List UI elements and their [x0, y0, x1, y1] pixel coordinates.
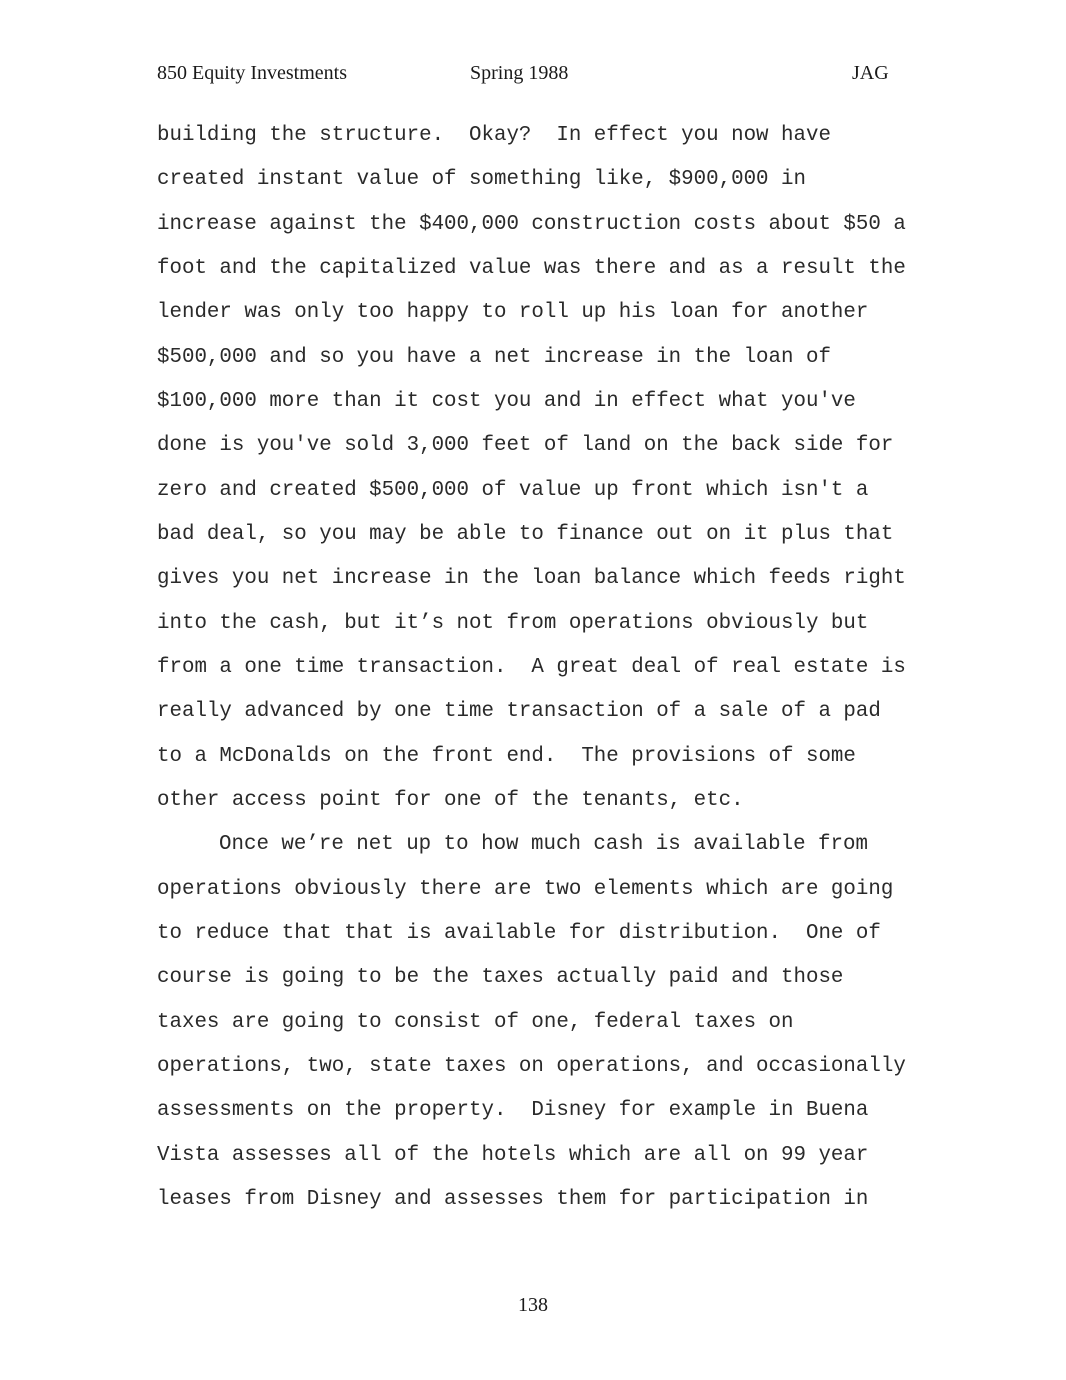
text-line: taxes are going to consist of one, federal taxes on [157, 1011, 794, 1034]
text-line: to reduce that that is available for distribution. One of [157, 922, 881, 945]
text-line: assessments on the property. Disney for example in Buena [157, 1099, 869, 1122]
page-number: 138 [518, 1294, 548, 1316]
text-line: $500,000 and so you have a net increase in the loan of [157, 346, 831, 369]
text-line: gives you net increase in the loan balance which feeds right [157, 567, 906, 590]
text-line: lender was only too happy to roll up his loan for another [157, 301, 869, 324]
text-line: $100,000 more than it cost you and in effect what you've [157, 390, 856, 413]
course-title: 850 Equity Investments [157, 62, 347, 84]
text-line: course is going to be the taxes actually paid and those [157, 966, 844, 989]
text-line: building the structure. Okay? In effect you now have [157, 124, 831, 147]
term-label: Spring 1988 [470, 62, 569, 84]
text-line: created instant value of something like, $900,000 in [157, 168, 806, 191]
text-line: zero and created $500,000 of value up front which isn't a [157, 479, 869, 502]
author-initials: JAG [852, 62, 889, 84]
text-line: to a McDonalds on the front end. The provisions of some [157, 745, 856, 768]
text-line: Vista assesses all of the hotels which are all on 99 year [157, 1144, 869, 1167]
paragraph-first-line: Once we’re net up to how much cash is available from [219, 833, 868, 856]
text-line: from a one time transaction. A great deal of real estate is [157, 656, 906, 679]
text-line: leases from Disney and assesses them for participation in [157, 1188, 869, 1211]
text-line: really advanced by one time transaction of a sale of a pad [157, 700, 881, 723]
text-line: operations, two, state taxes on operations, and occasionally [157, 1055, 906, 1078]
text-line: other access point for one of the tenants, etc. [157, 789, 744, 812]
text-line: operations obviously there are two elements which are going [157, 878, 894, 901]
text-line: done is you've sold 3,000 feet of land on the back side for [157, 434, 894, 457]
text-line: foot and the capitalized value was there and as a result the [157, 257, 906, 280]
text-line: into the cash, but it’s not from operations obviously but [157, 612, 869, 635]
text-line: bad deal, so you may be able to finance out on it plus that [157, 523, 894, 546]
text-line: increase against the $400,000 construction costs about $50 a [157, 213, 906, 236]
